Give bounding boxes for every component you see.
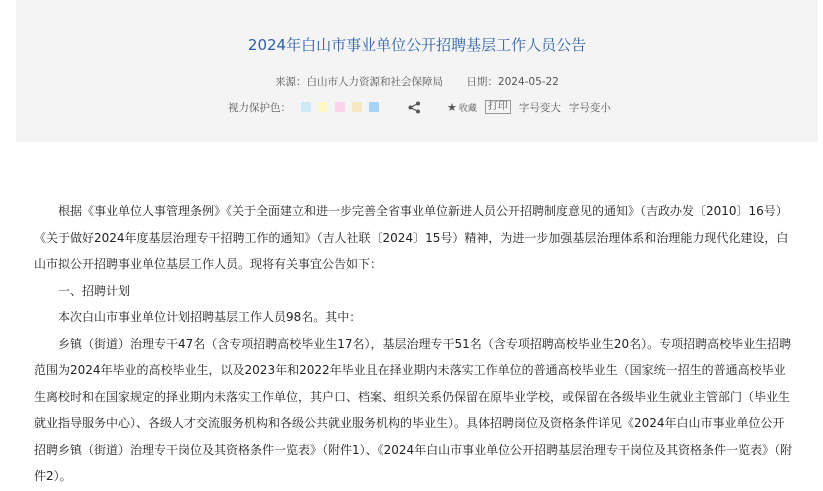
toolbar xyxy=(228,99,611,115)
eye-color-swatch-5[interactable] xyxy=(369,102,379,112)
source-text: 来源：白山市人力资源和社会保障局 xyxy=(275,76,444,88)
font-smaller-button[interactable]: 字号变小 xyxy=(568,101,611,114)
favorite-label: 收藏 xyxy=(458,103,477,114)
eye-protection-label: 视力保护色： xyxy=(228,101,291,114)
article-body xyxy=(34,198,794,490)
page-title: 2024年白山市事业单位公开招聘基层工作人员公告 xyxy=(247,36,587,54)
article-header xyxy=(16,0,818,142)
favorite-button[interactable] xyxy=(447,101,477,114)
date-text: 日期：2024-05-22 xyxy=(466,76,559,88)
paragraph-intro: 根据《事业单位人事管理条例》《关于全面建立和进一步完善全省事业单位新进人员公开招聘制度意见的通知》（吉政办发〔2010〕16号）《关于做好2024年度基层治理专干招聘工作的通知》（吉人社联〔2024〕15号）精神，为进一步加强基层治理体系和治理能力现代化建设，白山市拟公开招聘事业单位基层工作人员。现将有关事宜公告如下： xyxy=(34,204,789,271)
eye-color-swatch-1[interactable] xyxy=(301,102,311,112)
paragraph-plan: 本次白山市事业单位计划招聘基层工作人员98名。其中： xyxy=(58,310,362,324)
star-icon: ★ xyxy=(447,100,457,114)
article-meta xyxy=(16,74,818,89)
share-icon[interactable] xyxy=(408,101,421,114)
paragraph-details: 乡镇（街道）治理专干47名（含专项招聘高校毕业生17名），基层治理专干51名（含专项招聘高校毕业生20名）。专项招聘高校毕业生招聘范围为2024年毕业的高校毕业生，以及2023年和2022年毕业且在择业期内未落实工作单位的普通高校毕业生（国家统一招生的普通高校毕业生离校时和在国家规定的择业期内未落实工作单位，其户口、档案、组织关系仍保留在原毕业学校，或保留在各级毕业生就业主管部门（毕业生就业指导服务中心）、各级人才交流服务机构和各级公共就业服务机构的毕业生）。具体招聘岗位及资格条件详见《2024年白山市事业单位公开招聘乡镇（街道）治理专干岗位及其资格条件一览表》（附件1）、《2024年白山市事业单位公开招聘基层治理专干岗位及其资格条件一览表》（附件2）。 xyxy=(34,336,793,483)
eye-color-swatch-3[interactable] xyxy=(335,102,345,112)
eye-color-swatch-2[interactable] xyxy=(318,102,328,112)
font-larger-button[interactable]: 字号变大 xyxy=(518,101,561,114)
section-heading: 一、招聘计划 xyxy=(58,283,131,298)
print-button[interactable]: 打印 xyxy=(485,100,511,114)
eye-color-swatch-4[interactable] xyxy=(352,102,362,112)
